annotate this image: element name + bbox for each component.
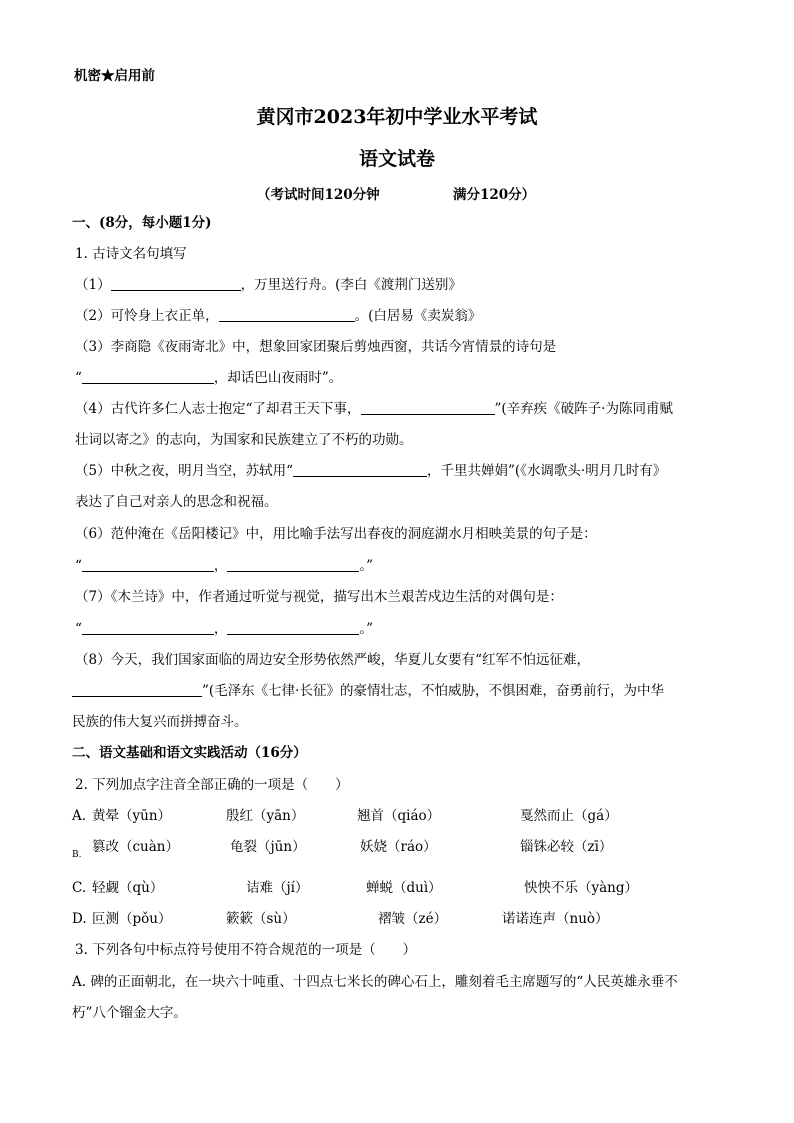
q1-item8-line2: ”(毛泽东《七律·长征》的豪情壮志，不怕威胁，不惧困难，奋勇前行，为中华: [72, 681, 664, 701]
q2-option-c-item: 蝉蜕（duì）: [366, 880, 442, 896]
section1-heading: 一、(8分，每小题1分): [72, 215, 212, 231]
q2-option-a-item: 殷红（yān）: [226, 808, 305, 824]
question3-stem: 3. 下列各句中标点符号使用不符合规范的一项是（ ）: [75, 942, 417, 958]
q1-item2: （2）可怜身上衣正单， 。(白居易《卖炭翁》: [75, 308, 482, 324]
section2-heading: 二、语文基础和语文实践活动（16分）: [72, 745, 307, 761]
q2-option-c-label: C.: [72, 880, 87, 896]
q2-option-b-item: 龟裂（jūn）: [230, 839, 306, 855]
q1-item6-line2: “ ， 。”: [75, 558, 374, 574]
exam-time: （考试时间120分钟: [257, 187, 380, 203]
answer-blank[interactable]: [82, 369, 214, 384]
answer-blank[interactable]: [82, 557, 214, 572]
q1-item4-line1: （4）古代许多仁人志士抱定“了却君王天下事， ”(辛弃疾《破阵子·为陈同甫赋: [75, 401, 673, 417]
answer-blank[interactable]: [82, 620, 214, 635]
exam-subtitle: 语文试卷: [358, 148, 435, 170]
q2-option-b-item: 锱铢必较（zī）: [520, 839, 613, 855]
q1-item7-line2: “ ， 。”: [75, 621, 374, 637]
q1-item3-line2: “ ，却话巴山夜雨时”。: [75, 370, 343, 386]
q2-option-a-item: 翘首（qiáo）: [357, 808, 441, 824]
q2-option-d-item: 簌簌（sù）: [226, 911, 296, 927]
q1-item1: （1） ，万里送行舟。(李白《渡荆门送别》: [75, 277, 462, 293]
q3-option-a-line1: A. 碑的正面朝北，在一块六十吨重、十四点七米长的碑心石上，雕刻着毛主席题写的“人民英雄永垂不: [72, 974, 678, 990]
q2-option-c-item: 诘难（jí）: [246, 880, 309, 896]
question1-stem: 1. 古诗文名句填写: [75, 246, 187, 262]
q2-option-a-item: 黄晕（yūn）: [92, 808, 172, 824]
exam-title: 黄冈市2023年初中学业水平考试: [256, 106, 538, 128]
exam-score: 满分120分）: [453, 187, 536, 203]
answer-blank[interactable]: [227, 620, 359, 635]
q1-item4-line2: 壮词以寄之》的志向，为国家和民族建立了不朽的功勋。: [75, 432, 413, 448]
q1-item6-line1: （6）范仲淹在《岳阳楼记》中，用比喻手法写出春夜的洞庭湖水月相映美景的句子是：: [75, 526, 597, 542]
confidential-label: 机密★启用前: [74, 68, 155, 84]
q2-option-b-item: 篡改（cuàn）: [92, 839, 179, 855]
q2-option-b-item: 妖娆（ráo）: [360, 839, 437, 855]
q1-item5-line1: （5）中秋之夜，明月当空，苏轼用“ ，千里共婵娟”(《水调歌头·明月几时有》: [75, 463, 667, 479]
answer-blank[interactable]: [219, 307, 355, 322]
q1-item5-line2: 表达了自己对亲人的思念和祝福。: [75, 494, 278, 510]
q2-option-d-label: D.: [72, 911, 87, 927]
answer-blank[interactable]: [293, 462, 427, 477]
q1-item3-line1: （3）李商隐《夜雨寄北》中，想象回家团聚后剪烛西窗，共话今宵情景的诗句是: [75, 339, 557, 355]
q2-option-d-item: 叵测（pǒu）: [92, 911, 172, 927]
answer-blank[interactable]: [227, 557, 359, 572]
answer-blank[interactable]: [361, 400, 495, 415]
q2-option-c-item: 怏怏不乐（yàng）: [524, 880, 639, 896]
q1-item7-line1: （7）《木兰诗》中，作者通过听觉与视觉，描写出木兰艰苦戍边生活的对偶句是：: [75, 589, 563, 605]
q2-option-a-item: 戛然而止（gá）: [520, 808, 618, 824]
q2-option-a-label: A.: [72, 808, 87, 824]
q1-item8-line3: 民族的伟大复兴而拼搏奋斗。: [72, 714, 248, 730]
q2-option-c-item: 轻觑（qù）: [92, 880, 164, 896]
q2-option-d-item: 诺诺连声（nuò）: [502, 911, 609, 927]
q3-option-a-line2: 朽”八个镏金大字。: [72, 1005, 187, 1021]
q2-option-d-item: 褶皱（zé）: [378, 911, 448, 927]
q1-item8-line1: （8）今天，我们国家面临的周边安全形势依然严峻，华夏儿女要有“红军不怕远征难，: [75, 652, 590, 668]
answer-blank[interactable]: [72, 682, 202, 697]
question2-stem: 2. 下列加点字注音全部正确的一项是（ ）: [75, 777, 349, 793]
answer-blank[interactable]: [111, 276, 241, 291]
q2-option-b-label: B.: [72, 850, 82, 860]
